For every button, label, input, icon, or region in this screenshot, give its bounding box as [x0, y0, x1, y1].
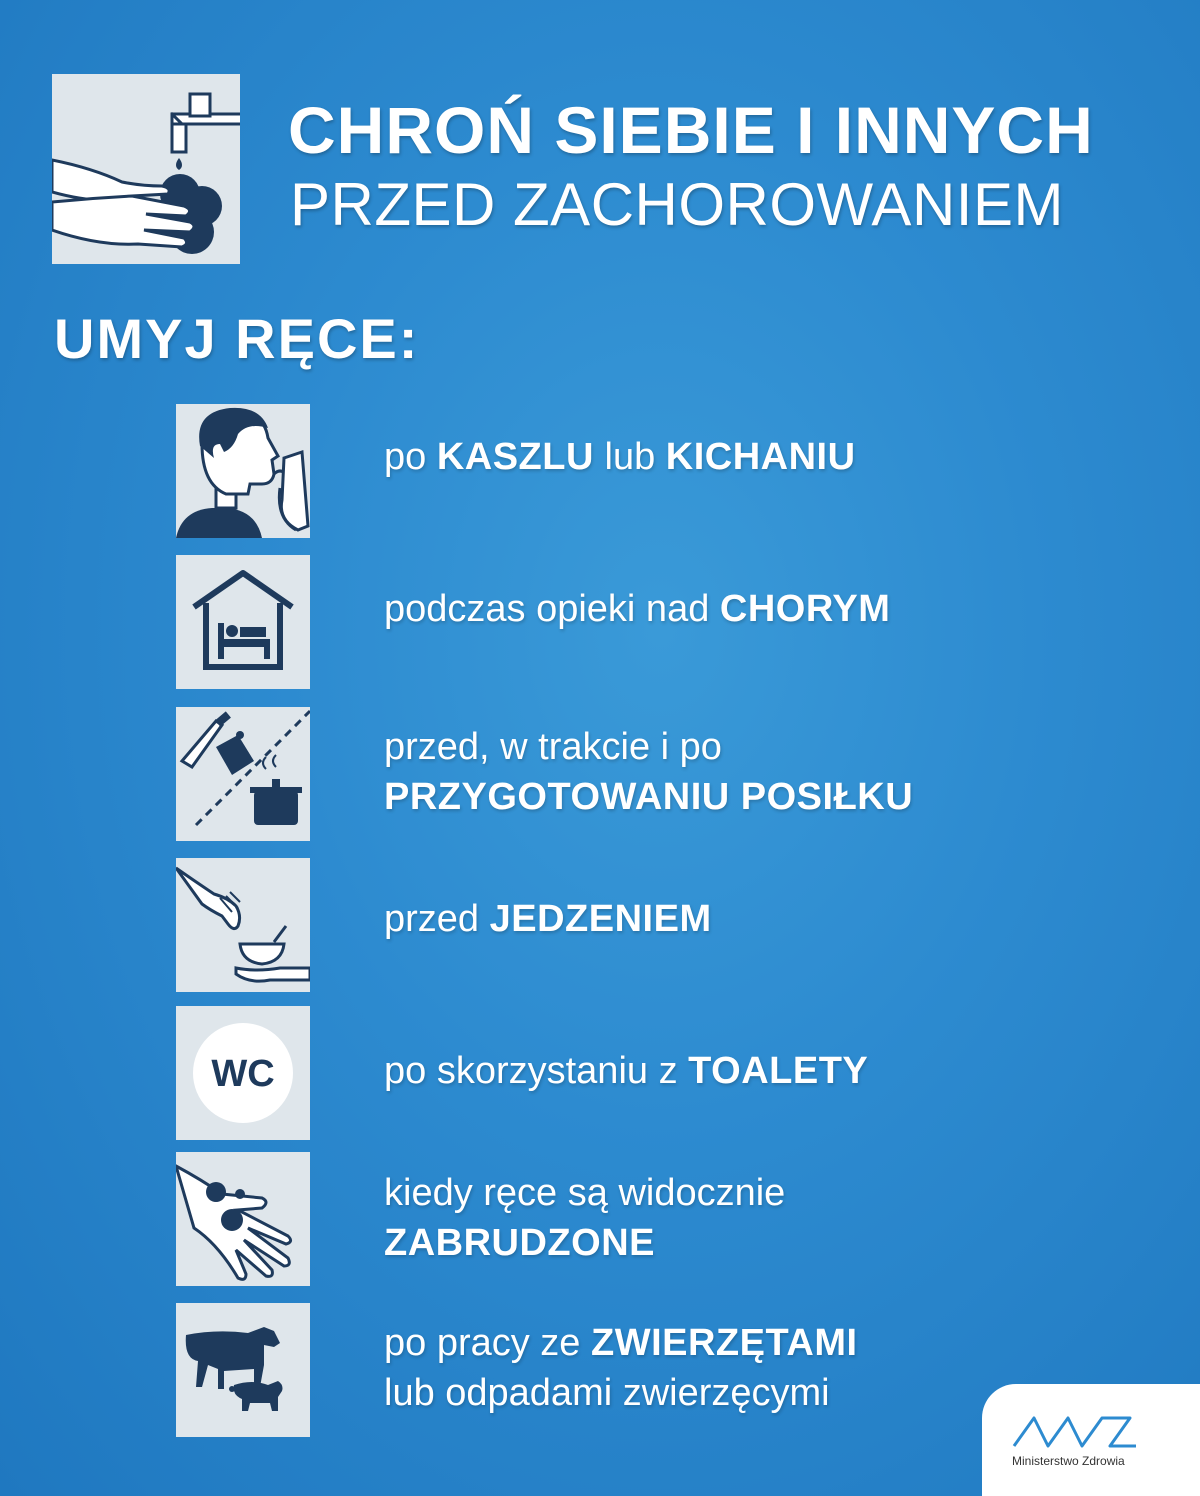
dirty-hand-icon	[176, 1152, 310, 1286]
item-text: po skorzystaniu z TOALETY	[384, 1050, 869, 1092]
title-line-2: PRZED ZACHOROWANIEM	[290, 171, 1064, 238]
item-text: kiedy ręce są widocznie ZABRUDZONE	[384, 1172, 786, 1264]
hand-washing-icon	[52, 74, 240, 264]
item-emphasis: KICHANIU	[665, 436, 856, 478]
item-emphasis: KASZLU	[436, 436, 594, 478]
cow-pig-icon	[176, 1303, 310, 1437]
wc-label: WC	[211, 1053, 275, 1095]
ministry-logo[interactable]	[982, 1384, 1200, 1496]
item-text: przed, w trakcie i po PRZYGOTOWANIU POSIŁKU	[384, 726, 914, 818]
item-emphasis: JEDZENIEM	[489, 898, 712, 940]
item-emphasis: PRZYGOTOWANIU POSIŁKU	[384, 776, 914, 818]
title-line-1: CHROŃ SIEBIE I INNYCH	[288, 93, 1094, 167]
mz-logo-icon	[1012, 1412, 1142, 1452]
item-emphasis: ZWIERZĘTAMI	[591, 1322, 858, 1364]
subheading: UMYJ RĘCE:	[54, 307, 420, 370]
sneezing-person-icon	[176, 404, 310, 538]
knife-board-pot-icon	[176, 707, 310, 841]
item-text: przed JEDZENIEM	[384, 898, 712, 940]
item-text: podczas opieki nad CHORYM	[384, 588, 891, 630]
item-text: po pracy ze ZWIERZĘTAMI lub odpadami zwierzęcymi	[384, 1322, 858, 1414]
hand-bowl-icon	[176, 858, 310, 992]
house-bed-icon	[176, 555, 310, 689]
item-emphasis: CHORYM	[719, 588, 891, 630]
item-emphasis: ZABRUDZONE	[384, 1222, 655, 1264]
wc-icon	[176, 1006, 310, 1140]
item-text: po KASZLU lub KICHANIU	[384, 436, 856, 478]
logo-caption: Ministerstwo Zdrowia	[1012, 1454, 1125, 1468]
item-emphasis: TOALETY	[688, 1050, 869, 1092]
